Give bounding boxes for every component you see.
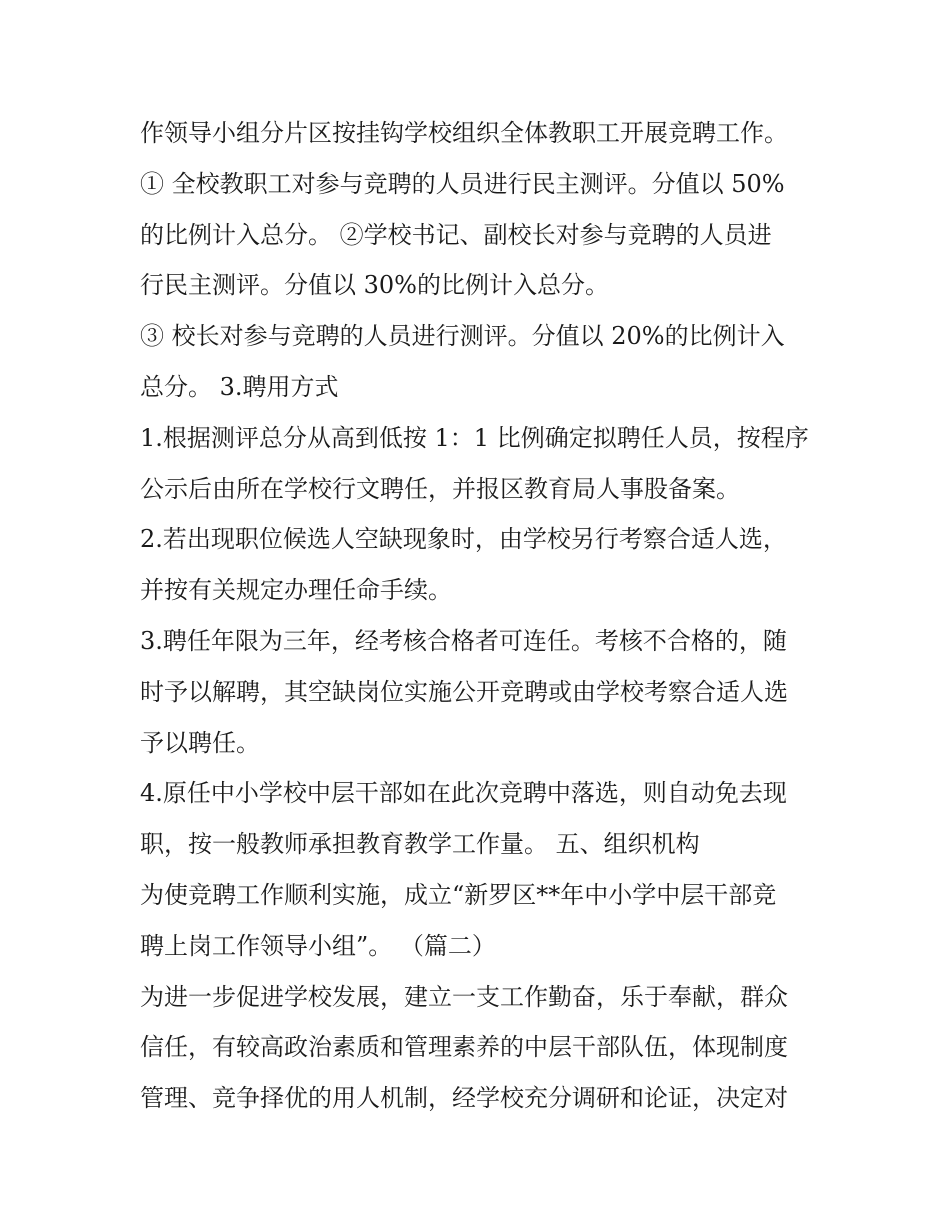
text-line: 为使竞聘工作顺利实施，成立“新罗区**年中小学中层干部竞 xyxy=(140,880,777,909)
document-body xyxy=(140,108,820,1124)
text-line: 作领导小组分片区按挂钩学校组织全体教职工开展竞聘工作。 xyxy=(140,119,788,147)
text-line: 予以聘任。 xyxy=(140,728,260,757)
text-line: 4.原任中小学校中层干部如在此次竞聘中落选，则自动免去现 xyxy=(140,779,787,808)
text-line: ③ 校长对参与竞聘的人员进行测评。分值以 20%的比例计入 xyxy=(140,322,785,351)
text-line: 职，按一般教师承担教育教学工作量。 五、组织机构 xyxy=(140,830,700,859)
text-line: 2.若出现职位候选人空缺现象时，由学校另行考察合适人选， xyxy=(140,525,787,554)
text-line: 信任，有较高政治素质和管理素养的中层干部队伍，体现制度 xyxy=(140,1033,788,1062)
text-line: 为进一步促进学校发展，建立一支工作勤奋，乐于奉献，群众 xyxy=(140,982,788,1011)
text-line: 行民主测评。分值以 30%的比例计入总分。 xyxy=(140,271,609,300)
text-line: ① 全校教职工对参与竞聘的人员进行民主测评。分值以 50% xyxy=(140,169,785,198)
text-line: 时予以解聘，其空缺岗位实施公开竞聘或由学校考察合适人选 xyxy=(140,677,788,706)
text-line: 聘上岗工作领导小组”。 （篇二） xyxy=(140,931,496,960)
text-line: 总分。 3.聘用方式 xyxy=(140,372,339,401)
text-line: 公示后由所在学校行文聘任，并报区教育局人事股备案。 xyxy=(140,474,740,503)
text-line: 3.聘任年限为三年，经考核合格者可连任。考核不合格的，随 xyxy=(140,626,787,655)
text-line: 管理、竞争择优的用人机制，经学校充分调研和论证，决定对 xyxy=(140,1084,788,1113)
text-line: 的比例计入总分。 ②学校书记、副校长对参与竞聘的人员进 xyxy=(140,220,772,249)
text-line: 1.根据测评总分从高到低按 1：1 比例确定拟聘任人员，按程序 xyxy=(140,423,809,452)
text-line: 并按有关规定办理任命手续。 xyxy=(140,576,452,605)
